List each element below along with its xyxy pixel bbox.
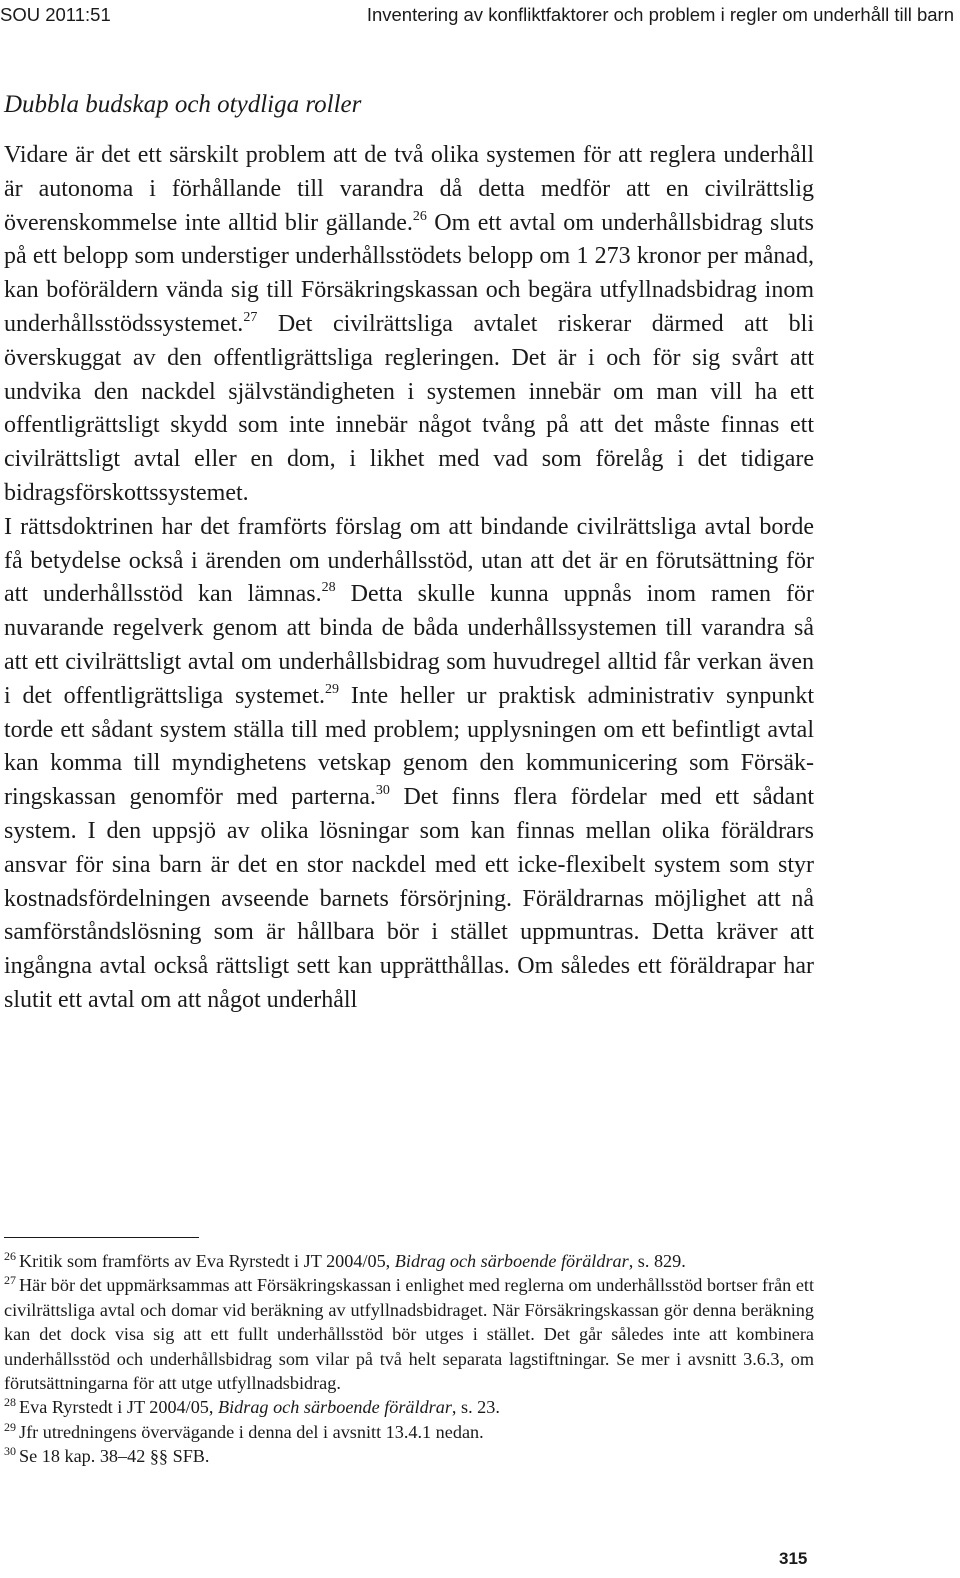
page-header (0, 4, 960, 30)
footnote-number: 29 (4, 1419, 16, 1434)
footnote-text: Eva Ryrstedt i JT 2004/05, (19, 1397, 218, 1418)
footnote-text: Kritik som framförts av Eva Ryrstedt i JT 2004/05, (19, 1251, 395, 1271)
footnote-ref-30[interactable]: 30 (375, 783, 390, 799)
footnote-ref-27[interactable]: 27 (243, 309, 258, 325)
footnote-30 (4, 1444, 814, 1468)
footnote-text: Jfr utredningens övervägande i denna del i avsnitt 13.4.1 nedan. (19, 1421, 484, 1442)
footnote-number: 30 (4, 1444, 16, 1459)
footnote-number: 28 (4, 1395, 16, 1410)
paragraph-text: Detta skulle kunna uppnås inom ramen för nuvarande regelverk genom att binda de båda underhållssystemen till varandra så att ett civilrättsligt avtal om underhållsbidrag som huvudregel alltid får verkan även i det offentligrättsliga systemet. (4, 581, 814, 709)
footnotes (4, 1249, 814, 1469)
footnote-number: 27 (4, 1273, 16, 1288)
running-title: Inventering av konfliktfaktorer och problem i regler om underhåll till barn (366, 4, 954, 25)
footnote-title: Bidrag och särboende föräldrar (394, 1251, 629, 1271)
footnote-ref-26[interactable]: 26 (412, 208, 427, 224)
paragraph-text: Det civilrättsliga avtalet riskerar därmed att bli överskuggat av den offentligrättsliga regleringen. Det är i och för sig svårt att undvika den nackdel självständigheten i systemen innebär om man vill ha ett offentligrättsligt skydd som inte innebär något tvång på att det måste finnas ett civilrättsligt avtal eller en dom, i likhet med vad som förelåg i det tidigare bidragsförskottssystemet. (4, 310, 814, 506)
footnote-26 (4, 1249, 814, 1273)
paragraph-text: Inte heller ur praktisk administrativ synpunkt torde ett sådant system ställa till med problem; upplysningen om ett befintligt avtal kan komma till myndighetens vetskap genom den kommunicering som Försäkringskassan genomför med parterna. (4, 682, 814, 811)
paragraph-text: I rättsdoktrinen har det framförts förslag om att bindande civilrättsliga avtal borde få betydelse också i ärenden om underhållsstöd, utan att det är en förutsättning för att underhållsstöd kan lämnas. (4, 513, 814, 608)
body-paragraph-1 (4, 139, 814, 511)
body-paragraph-2 (4, 511, 814, 1018)
footnote-title: Bidrag och särboende föräldrar (218, 1397, 452, 1418)
footnote-text: Här bör det uppmärksammas att Försäkringskassan i enlighet med reglerna om underhållsstöd bortser från ett civilrättsliga avtal och domar vid beräkning av utfyllnadsbidraget. När Försäkringskassan gör denna beräkning kan det dock visa sig att ett fullt underhållsstöd bör utges i stället. Det går således inte att kombinera underhållsstöd och underhållsbidrag som vilar på två helt separata lagstiftningar. Se mer i avsnitt 3.6.3, om förutsättningarna för att utge utfyllnadsbidrag. (4, 1275, 814, 1394)
paragraph-text: Vidare är det ett särskilt problem att de två olika systemen för att reglera underhåll är autonoma i förhållande till varandra då detta medför att en civilrättslig överenskommelse inte alltid blir gällande. (4, 142, 814, 236)
section-heading: Dubbla budskap och otydliga roller (4, 91, 362, 118)
footnote-text: Se 18 kap. 38–42 §§ SFB. (19, 1446, 210, 1467)
footnote-29 (4, 1420, 814, 1444)
footnote-ref-28[interactable]: 28 (321, 580, 336, 596)
footnote-text: , s. 829. (628, 1251, 686, 1271)
page-number: 315 (779, 1549, 808, 1568)
document-reference: SOU 2011:51 (0, 4, 111, 25)
footnote-divider (4, 1237, 199, 1238)
footnote-ref-29[interactable]: 29 (325, 681, 340, 697)
paragraph-text: Om ett avtal om underhållsbidrag sluts på ett belopp som understiger underhållsstödets belopp om 1 273 kronor per månad, kan boföräldern vända sig till Försäkringskassan och begära utfyllnadsbidrag inom underhållsstödssystemet. (4, 209, 814, 337)
footnote-text: , s. 23. (451, 1397, 500, 1418)
footnote-27 (4, 1273, 814, 1395)
footnote-28 (4, 1395, 814, 1419)
footnote-number: 26 (4, 1249, 16, 1263)
paragraph-text: Det finns flera fördelar med ett sådant system. I den uppsjö av olika lösningar som kan finnas mellan olika föräldrars ansvar för sina barn är det en stor nackdel med ett icke-flexibelt system som styr kostnadsfördelningen avseende barnets försörjning. Föräldrarnas möjlighet att nå samförståndslösning som är hållbara bör i stället uppmuntras. Detta kräver att ingångna avtal också rättsligt sett kan upprätthållas. Om således ett föräldrapar har slutit ett avtal om att något underhåll (4, 784, 815, 1013)
main-content (4, 88, 814, 1018)
